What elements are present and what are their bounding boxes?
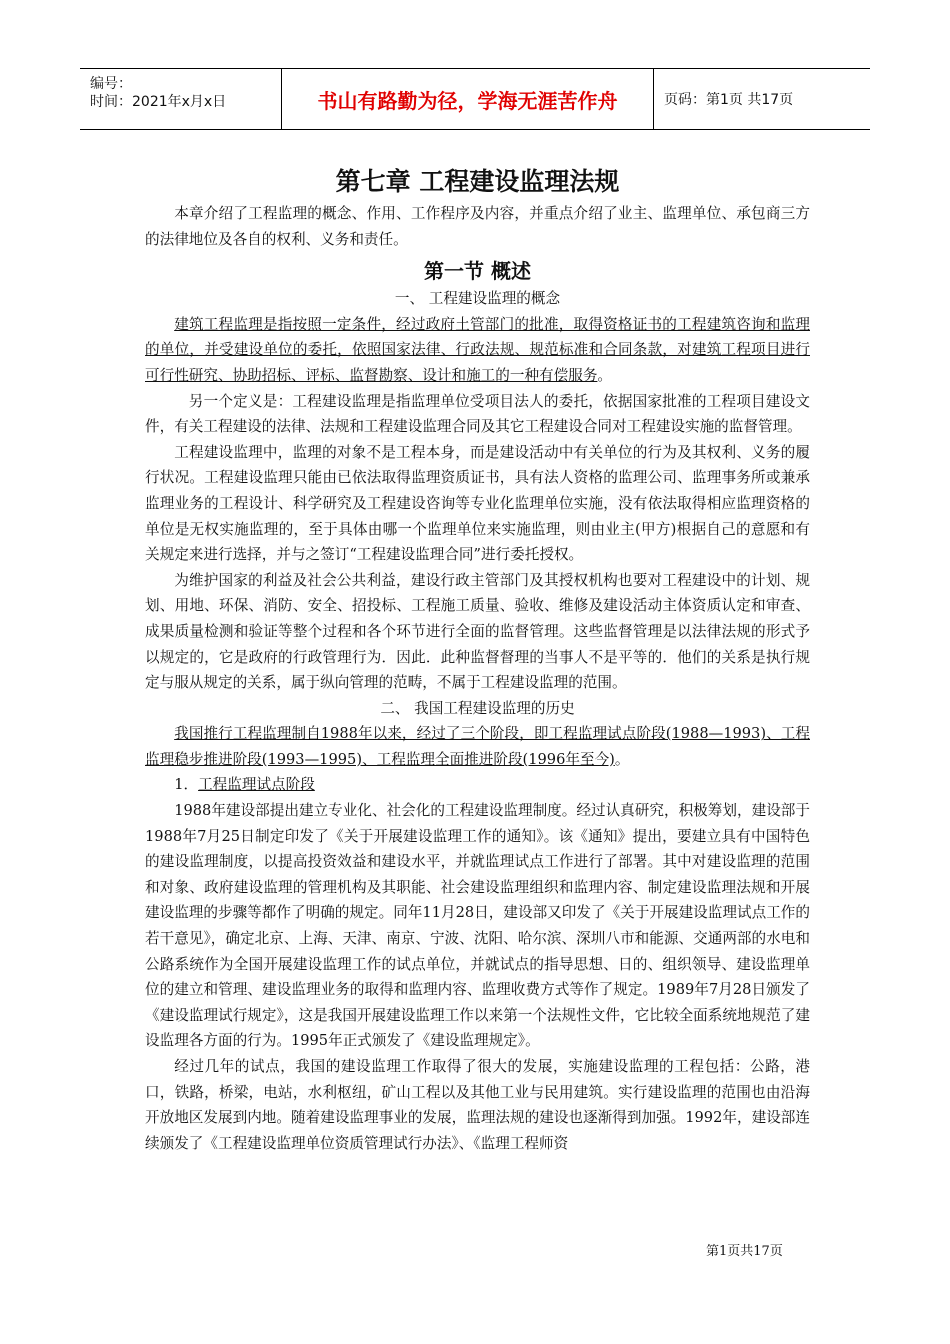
paragraph-6: 1988年建设部提出建立专业化、社会化的工程建设监理制度。经过认真研究，积极筹划，建设部于1988年7月25日制定印发了《关于开展建设监理工作的通知》。该《通知》提出，要建立具有中国特色的建设监理制度，以提高投资效益和建设水平，并就监理试点工作进行了部署。其中对建设监理的范围和对象、政府建设监理的管理机构及其职能、社会建设监理组织和监理内容、制定建设监理法规和开展建设监理的步骤等都作了明确的规定。同年11月28日，建设部又印发了《关于开展建设监理试点工作的若干意见》，确定北京、上海、天津、南京、宁波、沈阳、哈尔滨、深圳八市和能源、交通两部的水电和公路系统作为全国开展建设监理工作的试点单位，并就试点的指导思想、日的、组织领导、建设监理单位的建立和管理、建设监理业务的取得和监理内容、监理收费方式等作了规定。1989年7月28日颁发了《建设监理试行规定》，这是我国开展建设监理工作以来第一个法规性文件，它比较全面系统地规范了建设监理各方面的行为。1995年正式颁发了《建设监理规定》。 (145, 802, 810, 1050)
item-title: 工程监理试点阶段 (198, 776, 315, 794)
header-info (80, 69, 282, 129)
item-heading-1 (145, 772, 810, 798)
number-label: 编号： (90, 76, 132, 92)
history-end: 。 (614, 750, 630, 768)
intro-paragraph: 本章介绍了工程监理的概念、作用、工作程序及内容，并重点介绍了业主、监理单位、承包商三方的法律地位及各自的权利、义务和责任。 (145, 205, 810, 248)
chapter-title: 第七章 工程建设监理法规 (335, 167, 620, 196)
page-header (80, 68, 870, 130)
definition-paragraph-2: 另一个定义是：工程建设监理是指监理单位受项目法人的委托，依据国家批准的工程项目建设文件，有关工程建设的法律、法规和工程建设监理合同及其它工程建设合同对工程建设实施的监督管理。 (145, 392, 810, 436)
page-label: 页码：第1页 共17页 (664, 92, 794, 108)
page-footer: 第1页共17页 (706, 1244, 783, 1259)
paragraph-7: 经过几年的试点，我国的建设监理工作取得了很大的发展，实施建设监理的工程包括：公路，港口，铁路，桥梁，电站，水利枢纽，矿山工程以及其他工业与民用建筑。实行建设监理的范围也由沿海开放地区发展到内地。随着建设监理事业的发展，监理法规的建设也逐渐得到加强。1992年，建设部连续颁发了《工程建设监理单位资质管理试行办法》、《监理工程师资 (145, 1058, 810, 1152)
section-title: 第一节 概述 (424, 259, 531, 284)
item-number: 1． (174, 776, 199, 794)
paragraph-4: 为维护国家的利益及社会公共利益，建设行政主管部门及其授权机构也要对工程建设中的计划、规划、用地、环保、消防、安全、招投标、工程施工质量、验收、维修及建设活动主体资质认定和审查、成果质量检测和验证等整个过程和各个环节进行全面的监督管理。这些监督管理是以法律法规的形式予以规定的，它是政府的行政管理行为．因此．此种监督督理的当事人不是平等的．他们的关系是执行规定与服从规定的关系，属于纵向管理的范畴，不属于工程建设监理的范围。 (145, 571, 810, 692)
history-text: 我国推行工程监理制自1988年以来，经过了三个阶段，即工程监理试点阶段(1988—1993)、工程监理稳步推进阶段(1993—1995)、工程监理全面推进阶段(1996年至今) (145, 725, 810, 768)
history-paragraph (145, 721, 810, 772)
time-label: 时间：2021年x月x日 (90, 94, 227, 110)
definition-text: 建筑工程监理是指按照一定条件，经过政府土管部门的批准，取得资格证书的工程建筑咨询和监理的单位，并受建设单位的委托，依照国家法律、行政法规、规范标准和合同条款，对建筑工程项目进行可行性研究、协助招标、评标、监督勘察、设计和施工的一种有偿服务 (145, 315, 810, 384)
document-body (145, 163, 810, 1156)
subsection-title-2: 二、 我国工程建设监理的历史 (380, 699, 575, 717)
definition-paragraph-1 (145, 312, 810, 389)
paragraph-3: 工程建设监理中，监理的对象不是工程本身，而是建设活动中有关单位的行为及其权利、义务的履行状况。工程建设监理只能由已依法取得监理资质证书，具有法人资格的监理公司、监理事务所或兼承监理业务的工程设计、科学研究及工程建设咨询等专业化监理单位实施，没有依法取得相应监理资格的单位是无权实施监理的，至于具体由哪一个监理单位来实施监理，则由业主(甲方)根据自己的意愿和有关规定来进行选择，并与之签订“工程建设监理合同”进行委托授权。 (145, 443, 810, 564)
definition-end: 。 (597, 366, 613, 384)
motto: 书山有路勤为径，学海无涯苦作舟 (282, 69, 654, 129)
subsection-title-1: 一、 工程建设监理的概念 (394, 290, 561, 308)
